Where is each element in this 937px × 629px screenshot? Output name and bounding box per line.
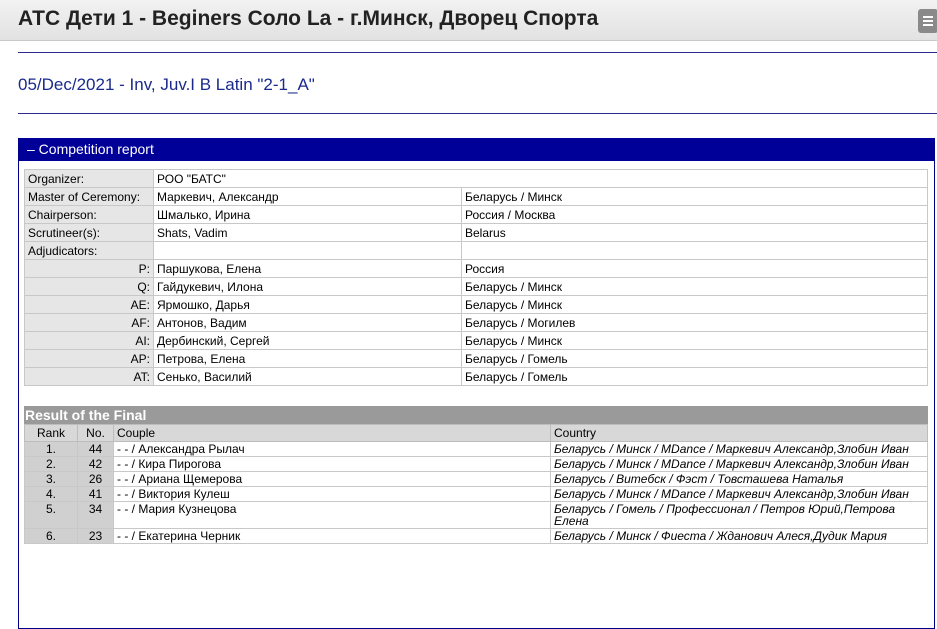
adjudicator-row (25, 296, 928, 314)
adjudicator-name: Гайдукевич, Илона (154, 278, 462, 296)
table-row (25, 529, 928, 544)
empty-cell (462, 242, 928, 260)
rank-cell: 1. (25, 442, 78, 457)
menu-icon-line (923, 20, 933, 22)
number-cell: 41 (78, 487, 114, 502)
country-cell: Беларусь / Минск / MDance / Маркевич Александр,Злобин Иван (551, 457, 928, 472)
top-bar (0, 0, 937, 41)
adjudicator-name: Дербинский, Сергей (154, 332, 462, 350)
adjudicator-location: Беларусь / Минск (462, 278, 928, 296)
competition-report-panel (18, 138, 935, 629)
scrutineer-location: Belarus (462, 224, 928, 242)
couple-cell: - - / Ариана Щемерова (114, 472, 551, 487)
table-row (25, 472, 928, 487)
adjudicator-location: Россия (462, 260, 928, 278)
officials-table (24, 169, 928, 386)
couple-cell: - - / Мария Кузнецова (114, 502, 551, 529)
scrutineer-label: Scrutineer(s): (25, 224, 154, 242)
country-cell: Беларусь / Гомель / Профессионал / Петров Юрий,Петрова Елена (551, 502, 928, 529)
country-cell: Беларусь / Минск / MDance / Маркевич Александр,Злобин Иван (551, 487, 928, 502)
couple-cell: - - / Кира Пирогова (114, 457, 551, 472)
chair-name: Шмалько, Ирина (154, 206, 462, 224)
organizer-label: Organizer: (25, 170, 154, 188)
number-cell: 34 (78, 502, 114, 529)
result-final-header (24, 406, 928, 424)
adjudicator-location: Беларусь / Минск (462, 296, 928, 314)
menu-icon-line (923, 24, 933, 26)
adjudicators-row (25, 242, 928, 260)
adjudicator-name: Ярмошко, Дарья (154, 296, 462, 314)
adjudicator-location: Беларусь / Гомель (462, 368, 928, 386)
adjudicators-label: Adjudicators: (25, 242, 154, 260)
mc-row (25, 188, 928, 206)
col-rank: Rank (25, 425, 78, 442)
country-cell: Беларусь / Минск / MDance / Маркевич Александр,Злобин Иван (551, 442, 928, 457)
adjudicator-row (25, 260, 928, 278)
number-cell: 42 (78, 457, 114, 472)
number-cell: 26 (78, 472, 114, 487)
mc-name: Маркевич, Александр (154, 188, 462, 206)
country-cell: Беларусь / Витебск / Фэст / Товсташева Наталья (551, 472, 928, 487)
rank-cell: 5. (25, 502, 78, 529)
adjudicator-code: P: (25, 260, 154, 278)
adjudicator-row (25, 314, 928, 332)
chair-label: Chairperson: (25, 206, 154, 224)
adjudicator-row (25, 350, 928, 368)
rank-cell: 3. (25, 472, 78, 487)
competition-report-header[interactable]: – Competition report (19, 138, 934, 161)
mc-location: Беларусь / Минск (462, 188, 928, 206)
table-row (25, 457, 928, 472)
adjudicator-name: Сенько, Василий (154, 368, 462, 386)
adjudicator-name: Антонов, Вадим (154, 314, 462, 332)
adjudicator-code: Q: (25, 278, 154, 296)
chair-location: Россия / Москва (462, 206, 928, 224)
adjudicator-code: AI: (25, 332, 154, 350)
country-cell: Беларусь / Минск / Фиеста / Жданович Алеся,Дудик Мария (551, 529, 928, 544)
adjudicator-code: AE: (25, 296, 154, 314)
number-cell: 23 (78, 529, 114, 544)
adjudicator-location: Беларусь / Могилев (462, 314, 928, 332)
divider (18, 52, 937, 53)
organizer-value: РОО "БАТС" (154, 170, 928, 188)
rank-cell: 4. (25, 487, 78, 502)
result-final-title: Result of the Final (25, 407, 147, 423)
mc-label: Master of Ceremony: (25, 188, 154, 206)
menu-icon[interactable] (918, 9, 937, 33)
menu-icon-line (923, 16, 933, 18)
table-row (25, 487, 928, 502)
results-header-row (25, 425, 928, 442)
table-row (25, 442, 928, 457)
adjudicator-row (25, 368, 928, 386)
scrutineer-name: Shats, Vadim (154, 224, 462, 242)
empty-cell (154, 242, 462, 260)
divider (18, 113, 937, 114)
adjudicator-name: Петрова, Елена (154, 350, 462, 368)
adjudicator-code: AF: (25, 314, 154, 332)
couple-cell: - - / Екатерина Черник (114, 529, 551, 544)
table-row (25, 502, 928, 529)
number-cell: 44 (78, 442, 114, 457)
adjudicator-code: AT: (25, 368, 154, 386)
adjudicator-row (25, 332, 928, 350)
adjudicator-name: Паршукова, Елена (154, 260, 462, 278)
col-couple: Couple (114, 425, 551, 442)
adjudicator-row (25, 278, 928, 296)
couple-cell: - - / Виктория Кулеш (114, 487, 551, 502)
results-table (24, 424, 928, 544)
adjudicator-location: Беларусь / Минск (462, 332, 928, 350)
chair-row (25, 206, 928, 224)
adjudicator-code: AP: (25, 350, 154, 368)
col-country: Country (551, 425, 928, 442)
page-title: АТС Дети 1 - Beginers Соло La - г.Минск, Дворец Спорта (18, 7, 599, 30)
couple-cell: - - / Александра Рылач (114, 442, 551, 457)
event-title: 05/Dec/2021 - Inv, Juv.I B Latin "2-1_A" (18, 75, 315, 94)
organizer-row (25, 170, 928, 188)
rank-cell: 6. (25, 529, 78, 544)
col-no: No. (78, 425, 114, 442)
scrutineer-row (25, 224, 928, 242)
adjudicator-location: Беларусь / Гомель (462, 350, 928, 368)
rank-cell: 2. (25, 457, 78, 472)
